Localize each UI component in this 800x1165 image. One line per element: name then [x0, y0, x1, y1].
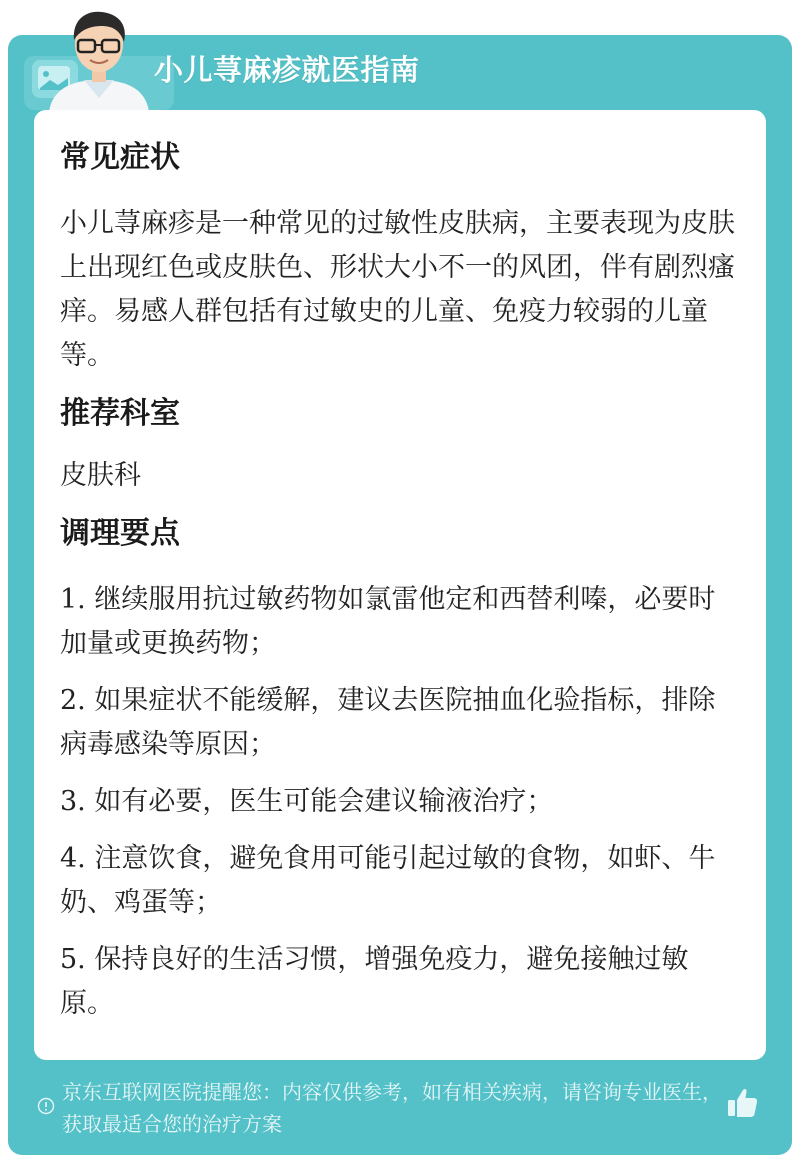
disclaimer-text: 京东互联网医院提醒您：内容仅供参考，如有相关疾病，请咨询专业医生，获取最适合您的治疗方案 [62, 1080, 722, 1136]
section-title-department: 推荐科室 [60, 396, 180, 431]
care-item: 3. 如有必要，医生可能会建议输液治疗； [60, 786, 554, 817]
section-title-care: 调理要点 [60, 516, 180, 551]
department-text: 皮肤科 [60, 460, 141, 491]
section-title-symptoms: 常见症状 [60, 140, 180, 175]
symptoms-text: 小儿荨麻疹是一种常见的过敏性皮肤病，主要表现为皮肤上出现红色或皮肤色、形状大小不一的风团，伴有剧烈瘙痒。易感人群包括有过敏史的儿童、免疫力较弱的儿童等。 [60, 208, 735, 371]
page-title: 小儿荨麻疹就医指南 [154, 53, 420, 87]
content-panel [34, 110, 766, 1060]
care-item: 2. 如果症状不能缓解，建议去医院抽血化验指标，排除病毒感染等原因； [60, 685, 716, 760]
doctor-avatar-icon [44, 6, 154, 112]
care-item: 4. 注意饮食，避免食用可能引起过敏的食物，如虾、牛奶、鸡蛋等； [60, 843, 716, 918]
info-icon [37, 1097, 55, 1115]
care-item: 5. 保持良好的生活习惯，增强免疫力，避免接触过敏原。 [60, 944, 689, 1019]
thumbs-up-icon[interactable] [724, 1084, 760, 1120]
care-item: 1. 继续服用抗过敏药物如氯雷他定和西替利嗪，必要时加量或更换药物； [60, 584, 716, 659]
